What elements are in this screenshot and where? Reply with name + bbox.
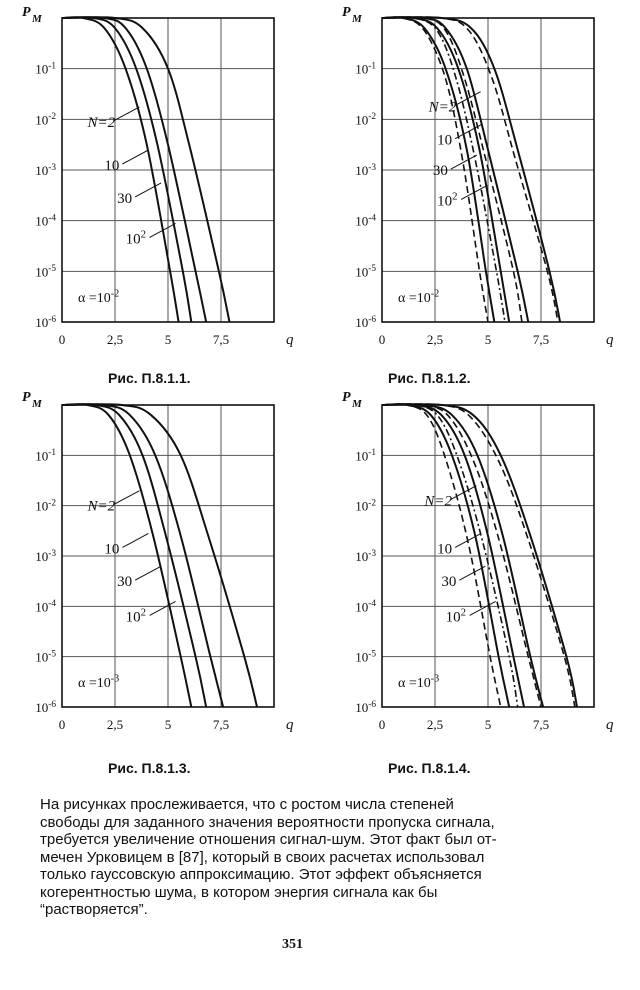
y-tick-label: $10^{-4}$: [355, 599, 376, 615]
y-tick-label: $10^{-2}$: [355, 112, 376, 128]
figure-p-8-1-3: [0, 385, 320, 770]
body-line: мечен Урковицем в [87], который в своих расчетах использовал: [40, 848, 485, 866]
curve-label: N=2: [428, 99, 457, 116]
y-tick-label: $10^{-4}$: [355, 213, 376, 229]
x-tick-label: 2,5: [426, 332, 444, 347]
chart-svg: [320, 0, 640, 385]
y-tick-label: $10^{-1}$: [35, 448, 56, 464]
y-tick-label: $10^{-5}$: [35, 264, 56, 280]
y-tick-label: $10^{-2}$: [35, 498, 56, 514]
body-line: требуется увеличение отношения сигнал-шум. Этот факт был от-: [40, 831, 497, 848]
y-tick-label: $10^{-2}$: [355, 498, 376, 514]
curve-label: N=2: [87, 114, 116, 131]
x-tick-label: 7,5: [212, 717, 230, 732]
alpha-label: $\alpha =10^{-3}$: [398, 673, 440, 691]
curve-label: 30: [432, 163, 448, 180]
figure-caption: Рис. П.8.1.2.: [388, 370, 471, 386]
x-axis-label: q: [286, 332, 294, 348]
leader-line: [135, 566, 161, 580]
y-tick-label: $10^{-6}$: [355, 314, 376, 330]
y-axis-label-sub: M: [32, 13, 42, 25]
body-line: только гауссовскую аппроксимацию. Этот эффект объясняется: [40, 866, 482, 883]
body-paragraph: [40, 796, 585, 919]
y-tick-label: $10^{-3}$: [35, 548, 56, 564]
leader-line: [459, 566, 485, 580]
x-tick-label: 2,5: [106, 332, 124, 347]
y-tick-label: $10^{-5}$: [355, 649, 376, 665]
curve-label: $10^2$: [437, 190, 458, 210]
figure-p-8-1-4: [320, 385, 640, 770]
leader-line: [122, 150, 148, 164]
alpha-label: $\alpha =10^{-3}$: [78, 673, 120, 691]
leader-line: [113, 491, 139, 505]
x-tick-label: 7,5: [532, 332, 550, 347]
curve-label: 30: [117, 190, 133, 207]
y-axis-label-sub: M: [32, 398, 42, 410]
y-axis-label-sub: M: [352, 13, 362, 25]
y-tick-label: $10^{-3}$: [355, 162, 376, 178]
curve-label: $10^2$: [445, 606, 467, 626]
x-tick-label: 5: [164, 717, 172, 732]
x-tick-label: 2,5: [106, 717, 124, 732]
x-tick-label: 5: [164, 332, 172, 347]
y-tick-label: $10^{-3}$: [355, 548, 376, 564]
chart-svg: [320, 385, 640, 770]
y-axis-label: P: [22, 5, 31, 20]
curve-label: 10: [104, 158, 120, 174]
curve-label: N=2: [424, 493, 453, 510]
y-tick-label: $10^{-1}$: [35, 61, 56, 77]
y-tick-label: $10^{-3}$: [35, 162, 56, 178]
x-axis-label: q: [606, 717, 614, 733]
x-axis-label: q: [286, 717, 294, 733]
curve-label: 30: [441, 574, 457, 591]
figure-caption: Рис. П.8.1.4.: [388, 760, 471, 776]
y-tick-label: $10^{-5}$: [35, 649, 56, 665]
body-line: На рисунках прослеживается, что с ростом числа степеней: [40, 796, 454, 813]
alpha-label: $\alpha =10^{-2}$: [78, 288, 120, 306]
chart-svg: [0, 0, 320, 385]
body-line: свободы для заданного значения вероятности пропуска сигнала,: [40, 813, 495, 831]
leader-line: [122, 533, 148, 547]
curve-label: 10: [104, 541, 120, 558]
curve-label: 10: [437, 132, 453, 149]
alpha-label: $\alpha =10^{-2}$: [398, 288, 440, 306]
x-tick-label: 5: [484, 717, 492, 732]
y-axis-label: P: [342, 5, 351, 20]
x-tick-label: 0: [378, 332, 386, 347]
figure-p-8-1-1: [0, 0, 320, 385]
y-tick-label: $10^{-2}$: [35, 112, 56, 128]
figure-caption: Рис. П.8.1.3.: [108, 760, 191, 776]
body-line: когерентностью шума, в котором энергия сигнала как бы: [40, 883, 438, 901]
x-tick-label: 0: [58, 332, 66, 347]
y-tick-label: $10^{-1}$: [355, 61, 376, 77]
curve-label: 30: [117, 574, 133, 591]
figure-caption: Рис. П.8.1.1.: [108, 370, 191, 386]
chart-svg: [0, 385, 320, 770]
y-axis-label-sub: M: [352, 398, 362, 410]
x-tick-label: 7,5: [532, 717, 550, 732]
x-tick-label: 0: [378, 717, 386, 732]
body-line: “растворяется”.: [40, 901, 148, 918]
y-tick-label: $10^{-5}$: [355, 264, 376, 280]
y-tick-label: $10^{-4}$: [35, 599, 56, 615]
curve-label: $10^2$: [125, 606, 147, 626]
x-tick-label: 2,5: [426, 717, 444, 732]
y-axis-label: P: [22, 390, 31, 405]
y-tick-label: $10^{-6}$: [355, 699, 376, 715]
x-tick-label: 7,5: [212, 332, 230, 347]
y-tick-label: $10^{-4}$: [35, 213, 56, 229]
page-number: 351: [282, 937, 303, 952]
curve-label: $10^2$: [125, 228, 147, 248]
y-axis-label: P: [342, 390, 351, 405]
x-tick-label: 0: [58, 717, 66, 732]
curve-label: 10: [437, 541, 453, 558]
y-tick-label: $10^{-6}$: [35, 699, 56, 715]
y-tick-label: $10^{-6}$: [35, 314, 56, 330]
figure-p-8-1-2: [320, 0, 640, 385]
x-tick-label: 5: [484, 332, 492, 347]
y-tick-label: $10^{-1}$: [355, 448, 376, 464]
x-axis-label: q: [606, 332, 614, 348]
curve-label: N=2: [87, 498, 116, 515]
